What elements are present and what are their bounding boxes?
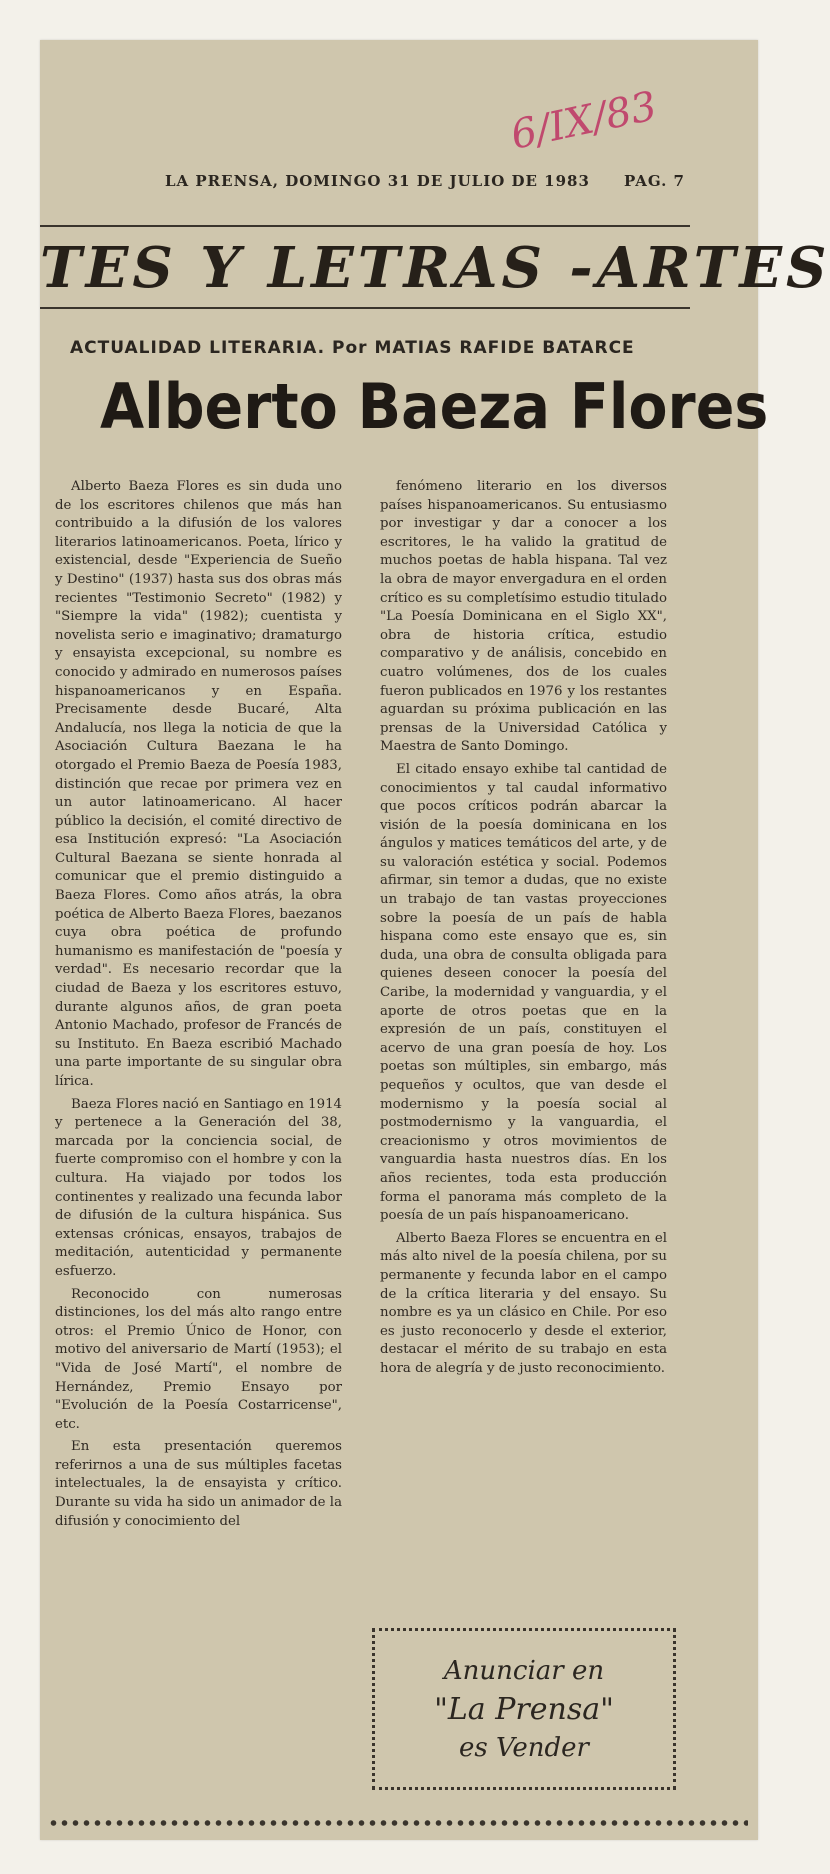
- article-headline: Alberto Baeza Flores: [100, 370, 769, 443]
- paragraph: fenómeno literario en los diversos países hispanoamericanos. Su entusiasmo por investigar y dar a conocer a los escritores, le ha valido la gratitud de muchos poetas de habla hispana. Tal vez la obra de mayor envergadura en el orden crítico es su completísimo estudio titulado "La Poesía Dominicana en el Siglo XX", obra de historia crítica, estudio comparativo y de análisis, concebido en cuatro volúmenes, dos de los cuales fueron publicados en 1976 y los restantes aguardan su próxima publicación en las prensas de la Universidad Católica y Maestra de Santo Domingo.: [380, 479, 667, 755]
- section-banner: TES Y LETRAS -ARTES: [40, 235, 830, 301]
- banner-bottom-rule: [40, 307, 690, 309]
- paragraph: El citado ensayo exhibe tal cantidad de conocimientos y tal caudal informativo que pocos críticos podrán abarcar la visión de la poesía dominicana en los ángulos y matices temáticos del arte, y de su valoración estética y social. Podemos afirmar, sin temor a dudas, que no existe un trabajo de tan vastas proyecciones sobre la poesía de un país de habla hispana como este ensayo que es, sin duda, una obra de consulta obligada para quienes deseen conocer la poesía del Caribe, la modernidad y vanguardia, y el aporte de otros poetas que en la expresión de un país, constituyen el acervo de una gran poesía de hoy. Los poetas son múltiples, sin embargo, más pequeños y ocultos, que van desde el modernismo y la poesía social al postmodernismo y la vanguardia, el creacionismo y otros movimientos de vanguardia hasta nuestros días. En los años recientes, toda esta producción forma el panorama más completo de la poesía de un país hispanoamericano.: [380, 761, 667, 1224]
- handwritten-note: 6/IX/83: [506, 83, 661, 159]
- ad-line-1: Anunciar en: [443, 1655, 605, 1686]
- article-column-right: [380, 478, 667, 1610]
- paragraph: Alberto Baeza Flores es sin duda uno de los escritores chilenos que más han contribuido a la difusión de los valores literarios latinoamericanos. Poeta, lírico y existencial, desde "Experiencia de Sueño y Destino" (1937) hasta sus dos obras más recientes "Testimonio Secreto" (1982) y "Siempre la vida" (1982); cuentista y novelista serio e imaginativo; dramaturgo y ensayista excepcional, su nombre es conocido y admirado en numerosos países hispanoamericanos y en España. Precisamente desde Bucaré, Alta Andalucía, nos llega la noticia de que la Asociación Cultura Baezana le ha otorgado el Premio Baeza de Poesía 1983, distinción que recae por primera vez en un autor latinoamericano. Al hacer público la decisión, el comité directivo de esa Institución expresó: "La Asociación Cultural Baezana se siente honrada al comunicar que el premio distinguido a Baeza Flores. Como años atrás, la obra poética de Alberto Baeza Flores, baezanos cuya obra poética de profundo humanismo es manifestación de "poesía y verdad". Es necesario recordar que la ciudad de Baeza y los escritores estuvo, durante algunos años, de gran poeta Antonio Machado, profesor de Francés de su Instituto. En Baeza escribió Machado una parte importante de su singular obra lírica.: [55, 479, 342, 1089]
- byline: ACTUALIDAD LITERARIA. Por MATIAS RAFIDE BATARCE: [70, 338, 635, 358]
- paragraph: Baeza Flores nació en Santiago en 1914 y pertenece a la Generación del 38, marcada por la conciencia social, de fuerte compromiso con el hombre y con la cultura. Ha viajado por todos los continentes y realizado una fecunda labor de difusión de la cultura hispánica. Sus extensas crónicas, ensayos, trabajos de meditación, autenticidad y permanente esfuerzo.: [55, 1096, 342, 1279]
- paragraph: Reconocido con numerosas distinciones, los del más alto rango entre otros: el Premio Único de Honor, con motivo del aniversario de Martí (1953); el "Vida de José Martí", el nombre de Hernández, Premio Ensayo por "Evolución de la Poesía Costarricense", etc.: [55, 1286, 342, 1432]
- article-column-left: [55, 478, 342, 1833]
- ad-line-2: "La Prensa": [434, 1691, 614, 1727]
- advertisement-box: [372, 1628, 676, 1790]
- top-rule: [40, 225, 690, 227]
- newspaper-dateline: LA PRENSA, DOMINGO 31 DE JULIO DE 1983: [165, 172, 590, 190]
- decorative-dotted-border: [48, 1818, 748, 1828]
- ad-line-3: es Vender: [459, 1732, 589, 1763]
- paragraph: Alberto Baeza Flores se encuentra en el más alto nivel de la poesía chilena, por su permanente y fecunda labor en el campo de la crítica literaria y del ensayo. Su nombre es ya un clásico en Chile. Por eso es justo reconocerlo y desde el exterior, destacar el mérito de su trabajo en esta hora de alegría y de justo reconocimiento.: [380, 1230, 667, 1376]
- page-number: PAG. 7: [624, 172, 685, 190]
- newspaper-header: [165, 172, 685, 190]
- paragraph: En esta presentación queremos referirnos a una de sus múltiples facetas intelectuales, la de ensayista y crítico. Durante su vida ha sido un animador de la difusión y conocimiento del: [55, 1439, 342, 1529]
